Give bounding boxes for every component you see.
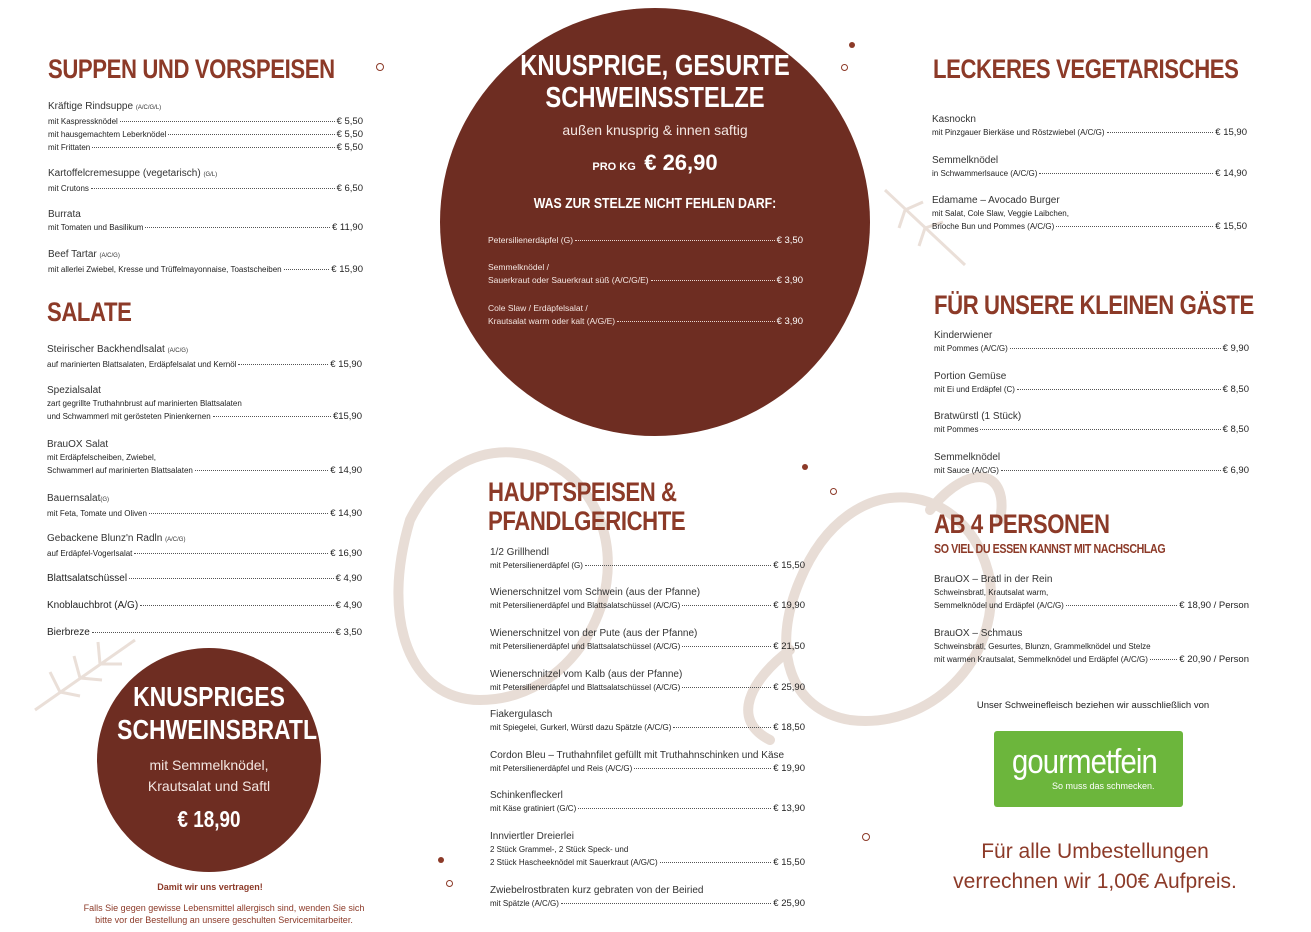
item-name: Cordon Bleu – Truthahnfilet gefüllt mit Truthahnschinken und Käse — [490, 750, 785, 761]
item-price: € 8,50 — [1222, 384, 1249, 395]
item-description: 2 Stück Grammel-, 2 Stück Speck- und — [490, 845, 629, 854]
menu-item — [48, 100, 363, 154]
item-description: mit Crutons — [48, 184, 89, 193]
menu-item — [47, 599, 362, 612]
item-price: € 6,50 — [336, 183, 363, 194]
menu-item — [47, 384, 362, 423]
side-dish-description: Krautsalat warm oder kalt (A/G/E) — [488, 316, 616, 326]
item-name: Zwiebelrostbraten kurz gebraten von der Beiried — [490, 885, 704, 896]
item-description: Schweinsbratl, Krautsalat warm, — [934, 588, 1049, 597]
item-price: € 15,90 — [1215, 127, 1247, 138]
menu-item — [934, 370, 1249, 396]
side-dish-label: Cole Slaw / Erdäpfelsalat / — [488, 303, 588, 313]
item-name: Kasnockn — [932, 114, 976, 125]
section-title-vegetarisch: LECKERES VEGETARISCHES — [933, 54, 1239, 84]
item-description: zart gegrillte Truthahnbrust auf marinierten Blattsalaten — [47, 399, 242, 408]
item-description: mit Sauce (A/C/G) — [934, 466, 999, 475]
item-name: Bratwürstl (1 Stück) — [934, 411, 1022, 422]
item-name: Knoblauchbrot (A/G) — [47, 600, 139, 611]
item-price: €15,90 — [332, 411, 362, 422]
allergen-code: (A/C/G/L) — [135, 105, 162, 111]
item-price: € 14,90 — [330, 465, 362, 476]
item-name: Edamame – Avocado Burger — [932, 195, 1060, 206]
menu-item — [48, 208, 363, 234]
bratl-title: KNUSPRIGES — [133, 681, 285, 712]
item-name: Semmelknödel — [934, 452, 1001, 463]
item-name: Bauernsalat — [47, 493, 101, 504]
item-description: mit Käse gratiniert (G/C) — [490, 804, 577, 813]
item-price: € 4,90 — [335, 600, 362, 611]
logo-wordmark: gourmetfein — [1012, 743, 1157, 781]
item-price: € 9,90 — [1222, 343, 1249, 354]
item-price: € 16,90 — [330, 548, 362, 559]
menu-item — [934, 573, 1249, 612]
supplier-note: Unser Schweinefleisch beziehen wir ausschließlich von — [976, 700, 1210, 711]
item-name: Spezialsalat — [47, 385, 101, 396]
decor-dot — [862, 833, 870, 841]
price-unit: PRO KG — [592, 161, 636, 173]
section-title-suppen: SUPPEN UND VORSPEISEN — [48, 54, 335, 84]
menu-item — [932, 154, 1247, 180]
menu-item — [490, 708, 805, 734]
item-price: € 14,90 — [1215, 168, 1247, 179]
allergy-note-title: Damit wir uns vertragen! — [157, 882, 263, 892]
menu-item — [47, 532, 362, 560]
decor-dot — [830, 488, 837, 495]
gourmetfein-logo — [994, 731, 1183, 807]
item-description: mit Petersilienerdäpfel und Blattsalatschüssel (A/C/G) — [490, 642, 681, 651]
item-description: mit Spiegelei, Gurkerl, Würstl dazu Spätzle (A/C/G) — [490, 723, 672, 732]
item-name: Schinkenfleckerl — [490, 790, 563, 801]
side-dish-row — [488, 234, 803, 247]
item-price: € 5,50 — [336, 116, 363, 127]
item-name: Semmelknödel — [932, 155, 999, 166]
item-name: Wienerschnitzel von der Pute (aus der Pfanne) — [490, 628, 698, 639]
side-dish-price: € 3,90 — [776, 316, 803, 327]
item-description: mit Spätzle (A/C/G) — [490, 899, 559, 908]
item-price: € 25,90 — [773, 898, 805, 909]
item-price: € 13,90 — [773, 803, 805, 814]
bratl-description: Krautsalat und Saftl — [147, 778, 271, 794]
menu-item — [934, 410, 1249, 436]
allergen-code: (A/C/G) — [165, 537, 186, 543]
menu-item — [490, 668, 805, 694]
menu-item — [490, 789, 805, 815]
menu-item — [490, 749, 805, 775]
item-price: € 3,50 — [335, 627, 362, 638]
item-description: mit Pommes — [934, 425, 979, 434]
item-name: Blattsalatschüssel — [47, 573, 128, 584]
logo-tagline: So muss das schmecken. — [1052, 781, 1155, 791]
allergen-code: (A/C/G) — [167, 348, 188, 354]
item-description: mit Tomaten und Basilikum — [48, 223, 144, 232]
item-price: € 5,50 — [336, 129, 363, 140]
item-description: mit Petersilienerdäpfel und Blattsalatschüssel (A/C/G) — [490, 601, 681, 610]
item-price: € 4,90 — [335, 573, 362, 584]
item-price: € 25,90 — [773, 682, 805, 693]
item-description: mit Pinzgauer Bierkäse und Röstzwiebel (A/C/G) — [932, 128, 1105, 137]
menu-item — [48, 248, 363, 276]
surcharge-note: Für alle Umbestellungen — [981, 840, 1209, 863]
item-description: mit Frittaten — [48, 143, 91, 152]
menu-item — [490, 546, 805, 572]
decor-dot — [446, 880, 453, 887]
item-description: Semmelknödel und Erdäpfel (A/C/G) — [934, 601, 1064, 610]
decor-dot — [376, 63, 384, 71]
menu-item — [47, 572, 362, 585]
item-description: mit warmen Krautsalat, Semmelknödel und Erdäpfel (A/C/G) — [934, 655, 1148, 664]
item-price: € 18,50 — [773, 722, 805, 733]
menu-item — [490, 627, 805, 653]
item-description: und Schwammerl mit gerösteten Pinienkernen — [47, 412, 211, 421]
section-title-hauptspeisen: HAUPTSPEISEN & — [488, 477, 677, 507]
menu-item — [490, 586, 805, 612]
allergen-code: (G) — [100, 497, 110, 503]
item-name: 1/2 Grillhendl — [490, 547, 549, 558]
item-name: Wienerschnitzel vom Schwein (aus der Pfanne) — [490, 587, 701, 598]
menu-item — [47, 438, 362, 477]
item-description: mit Feta, Tomate und Oliven — [47, 509, 147, 518]
item-price: € 19,90 — [773, 600, 805, 611]
section-title-personen: AB 4 PERSONEN — [934, 509, 1110, 539]
bratl-title: SCHWEINSBRATL — [117, 714, 317, 745]
item-name: Wienerschnitzel vom Kalb (aus der Pfanne) — [490, 669, 683, 680]
item-name: Kinderwiener — [934, 330, 993, 341]
side-dish-row — [488, 274, 803, 287]
item-price: € 15,50 — [773, 560, 805, 571]
item-price: € 15,90 — [331, 264, 363, 275]
decor-dot — [849, 42, 855, 48]
item-name: Bierbreze — [47, 627, 90, 638]
item-description: mit Pommes (A/C/G) — [934, 344, 1008, 353]
decor-dot — [841, 64, 848, 71]
item-name: BrauOX – Bratl in der Rein — [934, 574, 1053, 585]
side-dish-row — [488, 315, 803, 328]
item-price: € 19,90 — [773, 763, 805, 774]
menu-item — [932, 194, 1247, 233]
item-name: Kartoffelcremesuppe (vegetarisch) — [48, 168, 201, 179]
item-description: auf Erdäpfel-Vogerlsalat — [47, 549, 133, 558]
stelze-sides-title: WAS ZUR STELZE NICHT FEHLEN DARF: — [533, 195, 777, 212]
stelze-tagline: außen knusprig & innen saftig — [562, 122, 748, 138]
item-description: mit hausgemachtem Leberknödel — [48, 130, 167, 139]
item-name: Burrata — [48, 209, 81, 220]
item-name: Innviertler Dreierlei — [490, 831, 574, 842]
item-description: Schwammerl auf marinierten Blattsalaten — [47, 466, 193, 475]
decor-dot — [802, 464, 808, 470]
item-price: € 15,90 — [330, 359, 362, 370]
surcharge-note: verrechnen wir 1,00€ Aufpreis. — [953, 870, 1237, 893]
pig-sketch-illustration — [370, 400, 1010, 760]
section-title-salate: SALATE — [47, 297, 132, 327]
item-price: € 15,50 — [773, 857, 805, 868]
menu-item — [490, 884, 805, 910]
side-dish-label: Semmelknödel / — [488, 262, 549, 272]
item-description: mit Petersilienerdäpfel und Reis (A/C/G) — [490, 764, 633, 773]
stelze-price: € 26,90 — [644, 150, 718, 175]
item-name: Fiakergulasch — [490, 709, 553, 720]
bratl-description: mit Semmelknödel, — [149, 757, 269, 773]
item-price: € 11,90 — [332, 222, 363, 233]
item-name: BrauOX Salat — [47, 439, 109, 450]
item-price: € 8,50 — [1222, 424, 1249, 435]
side-dish-description: Petersilienerdäpfel (G) — [488, 235, 574, 245]
section-title-kinder: FÜR UNSERE KLEINEN GÄSTE — [934, 290, 1254, 320]
item-description: mit Petersilienerdäpfel und Blattsalatschüssel (A/C/G) — [490, 683, 681, 692]
stelze-title: KNUSPRIGE, GESURTE — [520, 50, 790, 82]
allergy-note-text: bitte vor der Bestellung an unsere geschulten Servicemitarbeiter. — [95, 915, 353, 925]
menu-item — [934, 627, 1249, 666]
stelze-title: SCHWEINSSTELZE — [545, 82, 765, 114]
item-name: Kräftige Rindsuppe — [48, 101, 134, 112]
item-description: in Schwammerlsauce (A/C/G) — [932, 169, 1038, 178]
allergen-code: (A/C/G) — [99, 253, 120, 259]
item-description: Brioche Bun und Pommes (A/C/G) — [932, 222, 1055, 231]
menu-item — [47, 626, 362, 639]
item-description: mit Kaspressknödel — [48, 117, 118, 126]
item-description: auf marinierten Blattsalaten, Erdäpfelsalat und Kernöl — [47, 360, 237, 369]
item-name: Beef Tartar — [48, 249, 97, 260]
menu-item — [490, 830, 805, 869]
item-description: mit allerlei Zwiebel, Kresse und Trüffelmayonnaise, Toastscheiben — [48, 265, 282, 274]
side-dish-price: € 3,50 — [776, 235, 803, 246]
allergen-code: (G/L) — [203, 172, 218, 178]
item-price: € 20,90 / Person — [1179, 654, 1249, 665]
item-price: € 6,90 — [1222, 465, 1249, 476]
allergy-note-text: Falls Sie gegen gewisse Lebensmittel allergisch sind, wenden Sie sich — [83, 903, 365, 913]
side-dish-description: Sauerkraut oder Sauerkraut süß (A/C/G/E) — [488, 275, 649, 285]
menu-item — [934, 451, 1249, 477]
side-dish-price: € 3,90 — [776, 275, 803, 286]
bratl-price: € 18,90 — [177, 806, 241, 832]
item-name: Steirischer Backhendlsalat — [47, 344, 165, 355]
menu-item — [47, 492, 362, 520]
item-description: Schweinsbratl, Gesurtes, Blunzn, Grammelknödel und Stelze — [934, 642, 1151, 651]
item-price: € 14,90 — [330, 508, 362, 519]
item-description: 2 Stück Hascheeknödel mit Sauerkraut (A/G/C) — [490, 858, 658, 867]
stelze-price-row — [440, 150, 870, 176]
item-price: € 15,50 — [1215, 221, 1247, 232]
item-description: mit Salat, Cole Slaw, Veggie Laibchen, — [932, 209, 1069, 218]
decor-dot — [438, 857, 444, 863]
section-subtitle-personen: SO VIEL DU ESSEN KANNST MIT NACHSCHLAG — [934, 541, 1166, 556]
item-description: mit Petersilienerdäpfel (G) — [490, 561, 583, 570]
item-name: Gebackene Blunz'n Radln — [47, 533, 163, 544]
item-price: € 18,90 / Person — [1179, 600, 1249, 611]
item-description: mit Erdäpfelscheiben, Zwiebel, — [47, 453, 156, 462]
menu-item — [48, 167, 363, 195]
menu-item — [932, 113, 1247, 139]
item-price: € 21,50 — [773, 641, 805, 652]
menu-item — [47, 343, 362, 371]
menu-item — [934, 329, 1249, 355]
item-description: mit Ei und Erdäpfel (C) — [934, 385, 1015, 394]
item-price: € 5,50 — [336, 142, 363, 153]
item-name: BrauOX – Schmaus — [934, 628, 1023, 639]
item-name: Portion Gemüse — [934, 371, 1007, 382]
section-title-hauptspeisen: PFANDLGERICHTE — [488, 506, 686, 536]
